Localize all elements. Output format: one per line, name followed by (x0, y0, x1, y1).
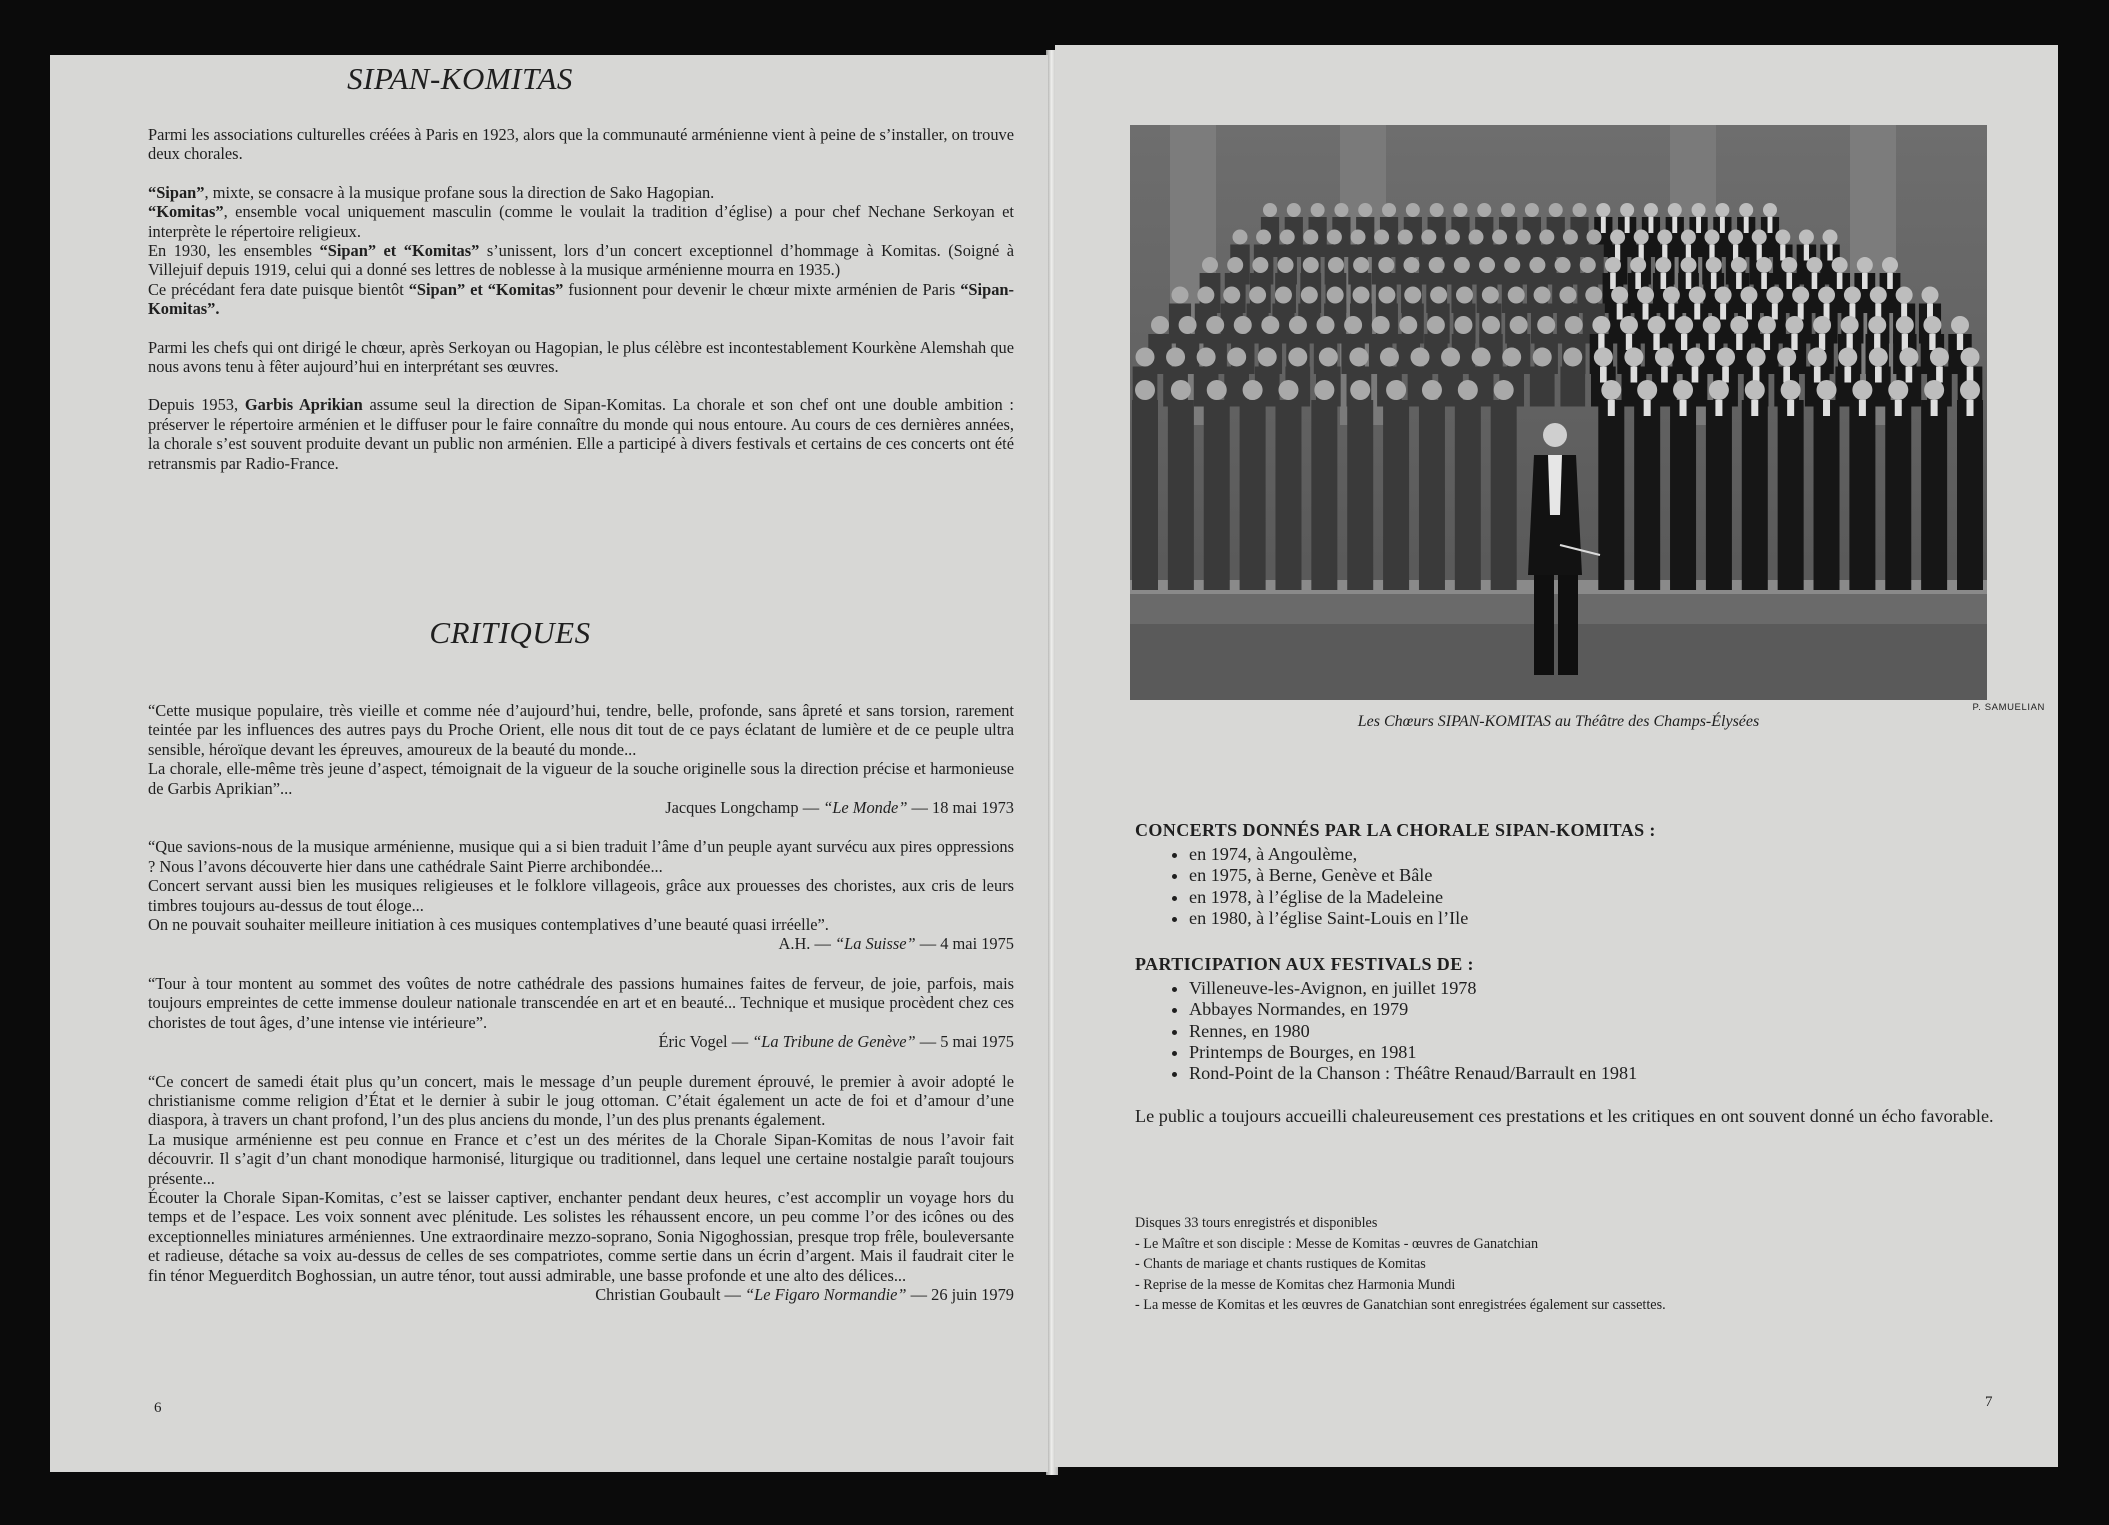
fusion-line: Ce précédant fera date puisque bientôt “Sipan” et “Komitas” fusionnent pour devenir le chœur mixte arménien de Paris “Sipan-Komitas”. (148, 279, 1014, 319)
quote-sep: — (919, 1032, 937, 1052)
quote-date: 18 mai 1973 (932, 798, 1014, 818)
critique-quote (148, 1072, 1014, 1305)
sipan-line: “Sipan”, mixte, se consacre à la musique profane sous la direction de Sako Hagopian. (148, 182, 715, 202)
quote-sep: — (802, 798, 820, 818)
intro-paragraph-4: Depuis 1953, Garbis Aprikian assume seul la direction de Sipan-Komitas. La chorale et son chef ont une double ambition : préserver le répertoire arménien et le diffuser pour le faire connaître du monde qui nous entoure. Au cours de ces dernières années, la chorale s’est souvent produite devant un public non arménien. Elle a participé à divers festivals et certains de ces concerts ont été retransmis par Radio-France. (148, 395, 1014, 473)
quote-date: 26 juin 1979 (931, 1284, 1014, 1304)
festival-item: • Rond-Point de la Chanson : Théâtre Renaud/Barrault en 1981 (1189, 1063, 1637, 1084)
quote-text: Écouter la Chorale Sipan-Komitas, c’est se laisser captiver, enchanter pendant deux heures, c’est accomplir un voyage hors du temps et de l’espace. Les voix sonnent avec plénitude. Les solistes les réhaussent encore, un peu comme l’or des icônes ou des exceptionnelles miniatures arméniennes. Une extraordinaire mezzo-soprano, Sonia Nigoghossian, presque trop frêle, bouleversante et radieuse, détache sa voix au-dessus de celles de ses compatriotes, comme sertie dans un écrin d’argent. Mais il faudrait citer le fin ténor Meguerditch Boghossian, un autre ténor, tout aussi admirable, une basse profonde et une alto des délices... (148, 1187, 1014, 1285)
record-item: - Chants de mariage et chants rustiques de Komitas (1135, 1256, 1426, 1273)
intro-paragraph-1: Parmi les associations culturelles créées à Paris en 1923, alors que la communauté arménienne vient à peine de s’installer, on trouve deux chorales. (148, 125, 1014, 164)
quote-text: “Que savions-nous de la musique arménienne, musique qui a si bien traduit l’âme d’un peuple ayant survécu aux pires oppressions ? Nous l’avons découverte hier dans une cathédrale Saint Pierre archibondée... (148, 837, 1014, 876)
festivals-heading: PARTICIPATION AUX FESTIVALS DE : (1135, 954, 1474, 974)
union-line: En 1930, les ensembles “Sipan” et “Komitas” s’unissent, lors d’un concert exceptionnel d’hommage à Komitas. (Soigné à Villejuif depuis 1919, celui qui a donné ses lettres de noblesse à la musique arménienne mourra en 1935.) (148, 241, 1014, 280)
quote-author: A.H. (778, 934, 811, 954)
quote-text: On ne pouvait souhaiter meilleure initiation à ces musiques contemplatives d’une beauté quasi irréelle”. (148, 915, 829, 935)
quote-date: 4 mai 1975 (940, 934, 1014, 954)
intro-text (148, 125, 1014, 492)
records-list (1135, 1234, 1995, 1316)
critique-quote (148, 701, 1014, 817)
left-page (50, 55, 1048, 1472)
records-section (1135, 1213, 1995, 1316)
page-title: SIPAN-KOMITAS (347, 61, 573, 96)
quote-text: La musique arménienne est peu connue en France et c’est un des mérites de la Chorale Sipan-Komitas de nous l’avoir fait découvrir. Il s’agit d’un chant monodique harmonisé, liturgique ou traditionnel, dans lequel une certaine nostalgie paraît toujours présente... (148, 1129, 1014, 1188)
quote-sep: — (911, 798, 928, 818)
page-number: 7 (1985, 1394, 1993, 1410)
right-page (1055, 45, 2058, 1467)
concerts-list (1167, 844, 1468, 929)
choir-photo (1130, 125, 1987, 700)
records-title: Disques 33 tours enregistrés et disponibles (1135, 1215, 1378, 1231)
quote-sep: — (919, 934, 937, 954)
festival-item: • Rennes, en 1980 (1189, 1021, 1637, 1042)
quote-source: “La Tribune de Genève” (752, 1032, 916, 1052)
quote-text: “Cette musique populaire, très vieille et comme née d’aujourd’hui, tendre, belle, profonde, sans âpreté et sans torsion, rarement teintée par les influences des autres pays du Proche Orient, elle nous dit tout de ce pays éclatant de lumière et de ce peuple ultra sensible, héroïque devant les épreuves, amoureux de la beauté du monde... (148, 701, 1014, 759)
photo-caption: Les Chœurs SIPAN-KOMITAS au Théâtre des Champs-Élysées (1357, 713, 1760, 730)
critique-quote (148, 837, 1014, 953)
quote-author: Jacques Longchamp (665, 798, 799, 818)
quote-date: 5 mai 1975 (940, 1032, 1014, 1052)
concert-item: • en 1978, à l’église de la Madeleine (1189, 887, 1468, 908)
festival-item: • Printemps de Bourges, en 1981 (1189, 1042, 1637, 1063)
quote-attribution (148, 798, 1014, 817)
intro-paragraph-3: Parmi les chefs qui ont dirigé le chœur, après Serkoyan ou Hagopian, le plus célèbre est incontestablement Kourkène Alemshah que nous avons tenu à fêter aujourd’hui en interprétant ses œuvres. (148, 337, 1014, 377)
quote-author: Christian Goubault (595, 1284, 721, 1304)
festival-item: • Abbayes Normandes, en 1979 (1189, 999, 1637, 1020)
intro-paragraph-2 (148, 183, 1014, 319)
quote-attribution (148, 1285, 1014, 1304)
quote-source: “Le Monde” (823, 798, 908, 818)
quote-sep: — (910, 1284, 928, 1304)
quote-sep: — (724, 1284, 741, 1304)
photo-credit: P. SAMUELIAN (1972, 702, 2045, 713)
festival-item: • Villeneuve-les-Avignon, en juillet 1978 (1189, 978, 1637, 999)
quote-source: “Le Figaro Normandie” (745, 1284, 907, 1304)
quote-sep: — (814, 934, 831, 954)
quote-text: “Tour à tour montent au sommet des voûtes de notre cathédrale des passions humaines faites de ferveur, de joie, parfois, mais toujours empreintes de cette immense douleur nationale transcendée en art et en beauté... Technique et musique procèdent chez ces choristes de tout âges, d’une intense vie intérieure”. (148, 973, 1014, 1032)
quote-text: “Ce concert de samedi était plus qu’un concert, mais le message d’un peuple durement éprouvé, le premier à avoir adopté le christianisme comme religion d’État et le dernier à subir le joug ottoman. C’était également un acte de foi et d’amour d’une diaspora, à travers un chant profond, l’un des plus anciens du monde, l’un des plus prenants également. (148, 1071, 1014, 1130)
record-item: - La messe de Komitas et les œuvres de Ganatchian sont enregistrées également sur cassettes. (1135, 1297, 1666, 1314)
quote-source: “La Suisse” (835, 934, 916, 954)
record-item: - Le Maître et son disciple : Messe de Komitas - œuvres de Ganatchian (1135, 1235, 1539, 1252)
quote-attribution (148, 934, 1014, 953)
critiques-title: CRITIQUES (429, 615, 591, 650)
concert-item: • en 1975, à Berne, Genève et Bâle (1189, 865, 1468, 886)
page-number: 6 (154, 1400, 162, 1416)
quote-sep: — (731, 1032, 749, 1052)
komitas-line: “Komitas”, ensemble vocal uniquement masculin (comme le voulait la tradition d’église) a pour chef Nechane Serkoyan et interprète le répertoire religieux. (148, 202, 1014, 241)
quote-text: Concert servant aussi bien les musiques religieuses et le folklore villageois, grâce aux prouesses des choristes, aux cris de leurs timbres toujours au-dessus de tout éloge... (148, 876, 1014, 915)
quote-text: La chorale, elle-même très jeune d’aspect, témoignait de la vigueur de la souche originelle sous la direction précise et harmonieuse de Garbis Aprikian”... (148, 759, 1014, 798)
critiques-list (148, 701, 1014, 1324)
record-item: - Reprise de la messe de Komitas chez Harmonia Mundi (1135, 1276, 1456, 1293)
concert-item: • en 1980, à l’église Saint-Louis en l’Ile (1189, 908, 1468, 929)
quote-author: Éric Vogel (658, 1032, 728, 1052)
quote-attribution (148, 1032, 1014, 1051)
concert-item: • en 1974, à Angoulème, (1189, 844, 1468, 865)
choir-photo-illustration (1130, 125, 1987, 700)
critique-quote (148, 974, 1014, 1052)
festivals-list (1167, 978, 1637, 1084)
concerts-heading: CONCERTS DONNÉS PAR LA CHORALE SIPAN-KOMITAS : (1135, 820, 1656, 840)
closing-paragraph: Le public a toujours accueilli chaleureusement ces prestations et les critiques en ont souvent donné un écho favorable. (1135, 1106, 1994, 1126)
